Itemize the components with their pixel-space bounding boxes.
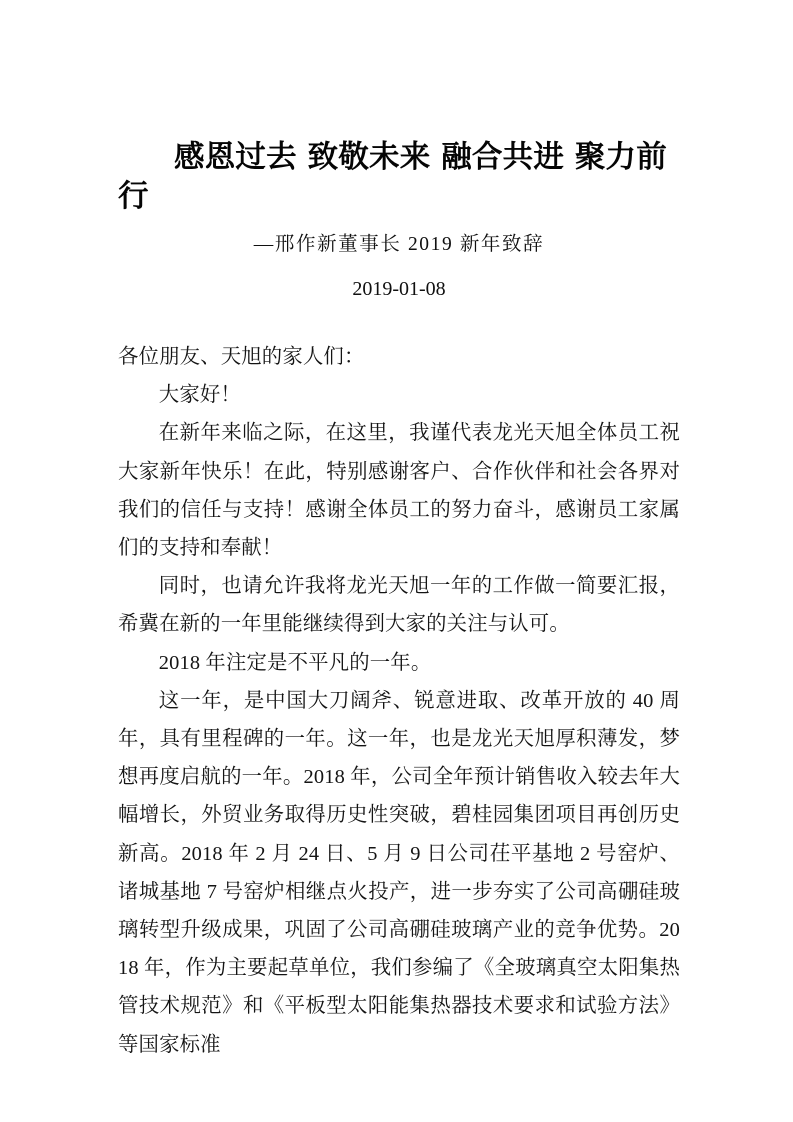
paragraph-salutation: 各位朋友、天旭的家人们： — [118, 346, 365, 368]
paragraph-year-review: 这一年，是中国大刀阔斧、锐意进取、改革开放的 40 周年，具有里程碑的一年。这一年，也是龙光天旭厚积薄发，梦想再度启航的一年。2018 年，公司全年预计销售收入较去年大幅增长，外贸业务取得历史性突破，碧桂园集团项目再创历史新高。2018 年 2 月 24 日、5 月 9 日公司茌平基地 2 号窑炉、诸城基地 7 号窑炉相继点火投产，进一步夯实了公司高硼硅玻璃转型升级成果，巩固了公司高硼硅玻璃产业的竞争优势。2018 年，作为主要起草单位，我们参编了《全玻璃真空太阳集热管技术规范》和《平板型太阳能集热器技术要求和试验方法》等国家标准 — [118, 689, 680, 1056]
document-subtitle: —邢作新董事长 2019 新年致辞 — [253, 234, 545, 255]
paragraph-new-year-wishes: 在新年来临之际，在这里，我谨代表龙光天旭全体员工祝大家新年快乐！在此，特别感谢客户、合作伙伴和社会各界对我们的信任与支持！感谢全体员工的努力奋斗，感谢员工家属们的支持和奉献！ — [118, 422, 680, 560]
page-content-column — [118, 0, 680, 1064]
document-date: 2019-01-08 — [352, 278, 446, 300]
paragraph-report-intro: 同时，也请允许我将龙光天旭一年的工作做一简要汇报，希冀在新的一年里能继续得到大家的关注与认可。 — [118, 575, 680, 636]
document-body — [118, 304, 680, 1064]
paragraph-greeting: 大家好！ — [158, 384, 241, 407]
paragraph-year-2018-statement: 2018 年注定是不平凡的一年。 — [158, 651, 432, 674]
page-title: 感恩过去 致敬未来 融合共进 聚力前行 — [118, 140, 667, 214]
